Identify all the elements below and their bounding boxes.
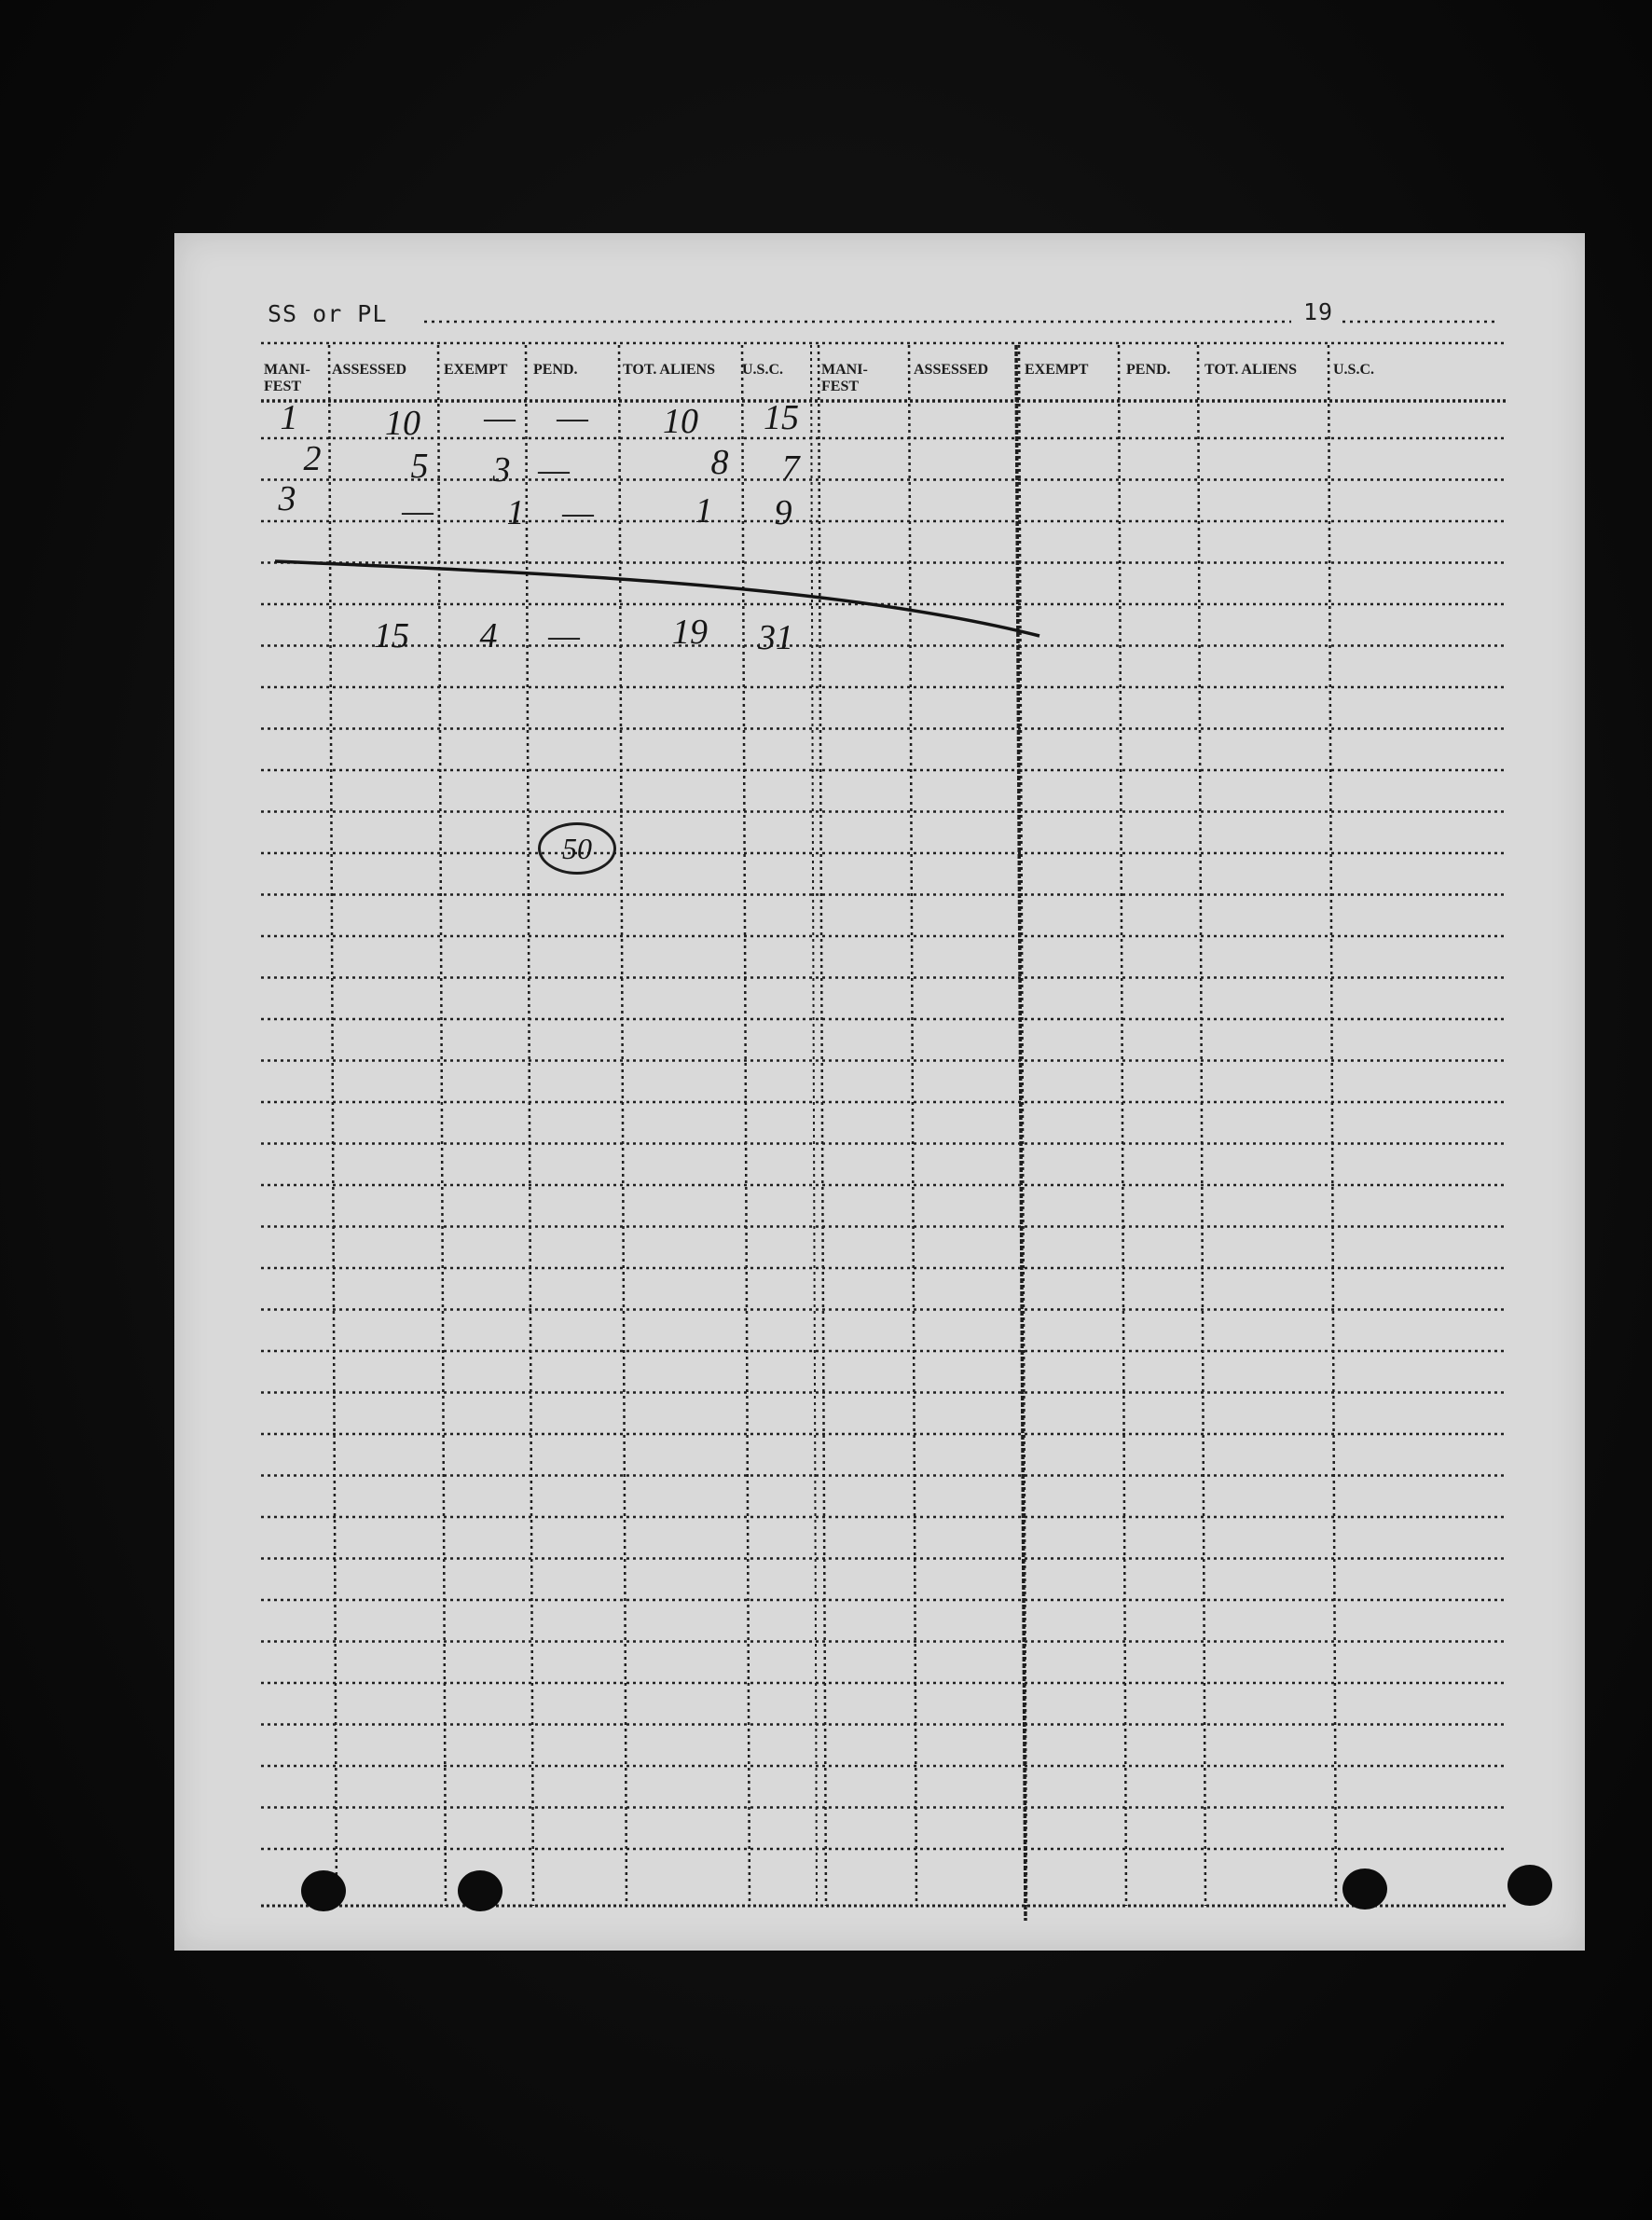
column-rule — [526, 345, 533, 1906]
entry-3-tot-aliens: 1 — [695, 491, 713, 531]
column-rule — [1328, 345, 1336, 1906]
entry-2-pend: — — [538, 450, 570, 490]
punch-hole — [1342, 1868, 1387, 1910]
entry-1-usc: 15 — [764, 398, 799, 437]
left-header-exempt: EXEMPT — [444, 362, 508, 378]
column-rule — [819, 345, 826, 1906]
column-rule — [909, 345, 916, 1906]
column-rule — [329, 345, 337, 1906]
entry-2-tot-aliens: 8 — [710, 443, 729, 482]
total-assessed: 15 — [374, 616, 409, 655]
right-header-manifest: MANI- FEST — [821, 362, 868, 394]
right-header-assessed: ASSESSED — [914, 362, 989, 378]
entry-2-assessed: 5 — [410, 447, 429, 486]
column-rule — [1119, 345, 1126, 1906]
entry-3-assessed: — — [402, 491, 434, 531]
entry-3-usc: 9 — [774, 493, 792, 532]
column-rule — [742, 345, 750, 1906]
entry-2-exempt: 3 — [492, 450, 511, 490]
year-label: 19 — [1303, 298, 1334, 325]
entry-2-manifest: 2 — [303, 439, 322, 478]
left-header-manifest: MANI- FEST — [264, 362, 310, 394]
right-header-tot-aliens: TOT. ALIENS — [1205, 362, 1298, 378]
left-header-usc: U.S.C. — [742, 362, 784, 378]
ss-or-pl-label: SS or PL — [268, 300, 388, 327]
column-rule — [438, 345, 446, 1906]
total-tot-aliens: 19 — [672, 613, 708, 652]
column-rule — [811, 345, 817, 1906]
circled-note: 50 — [538, 822, 616, 875]
entry-1-exempt: — — [484, 398, 516, 437]
right-header-usc: U.S.C. — [1333, 362, 1375, 378]
left-header-tot-aliens: TOT. ALIENS — [623, 362, 716, 378]
punch-hole — [458, 1870, 502, 1911]
left-header-assessed: ASSESSED — [332, 362, 407, 378]
punch-hole — [301, 1870, 346, 1911]
entry-3-pend: — — [562, 493, 594, 532]
entry-1-tot-aliens: 10 — [663, 402, 698, 441]
entry-2-usc: 7 — [781, 448, 800, 488]
left-header-pend: PEND. — [533, 362, 578, 378]
entry-1-pend: — — [557, 398, 588, 437]
right-header-exempt: EXEMPT — [1025, 362, 1089, 378]
entry-1-assessed: 10 — [385, 404, 420, 443]
entry-3-manifest: 3 — [278, 479, 296, 518]
entry-3-exempt: 1 — [506, 493, 525, 532]
column-rule — [1198, 345, 1205, 1906]
total-usc: 31 — [758, 618, 793, 657]
punch-hole — [1507, 1865, 1552, 1906]
right-header-pend: PEND. — [1126, 362, 1171, 378]
entry-1-manifest: 1 — [280, 398, 298, 437]
total-pend: — — [548, 616, 580, 655]
total-exempt: 4 — [479, 616, 498, 655]
